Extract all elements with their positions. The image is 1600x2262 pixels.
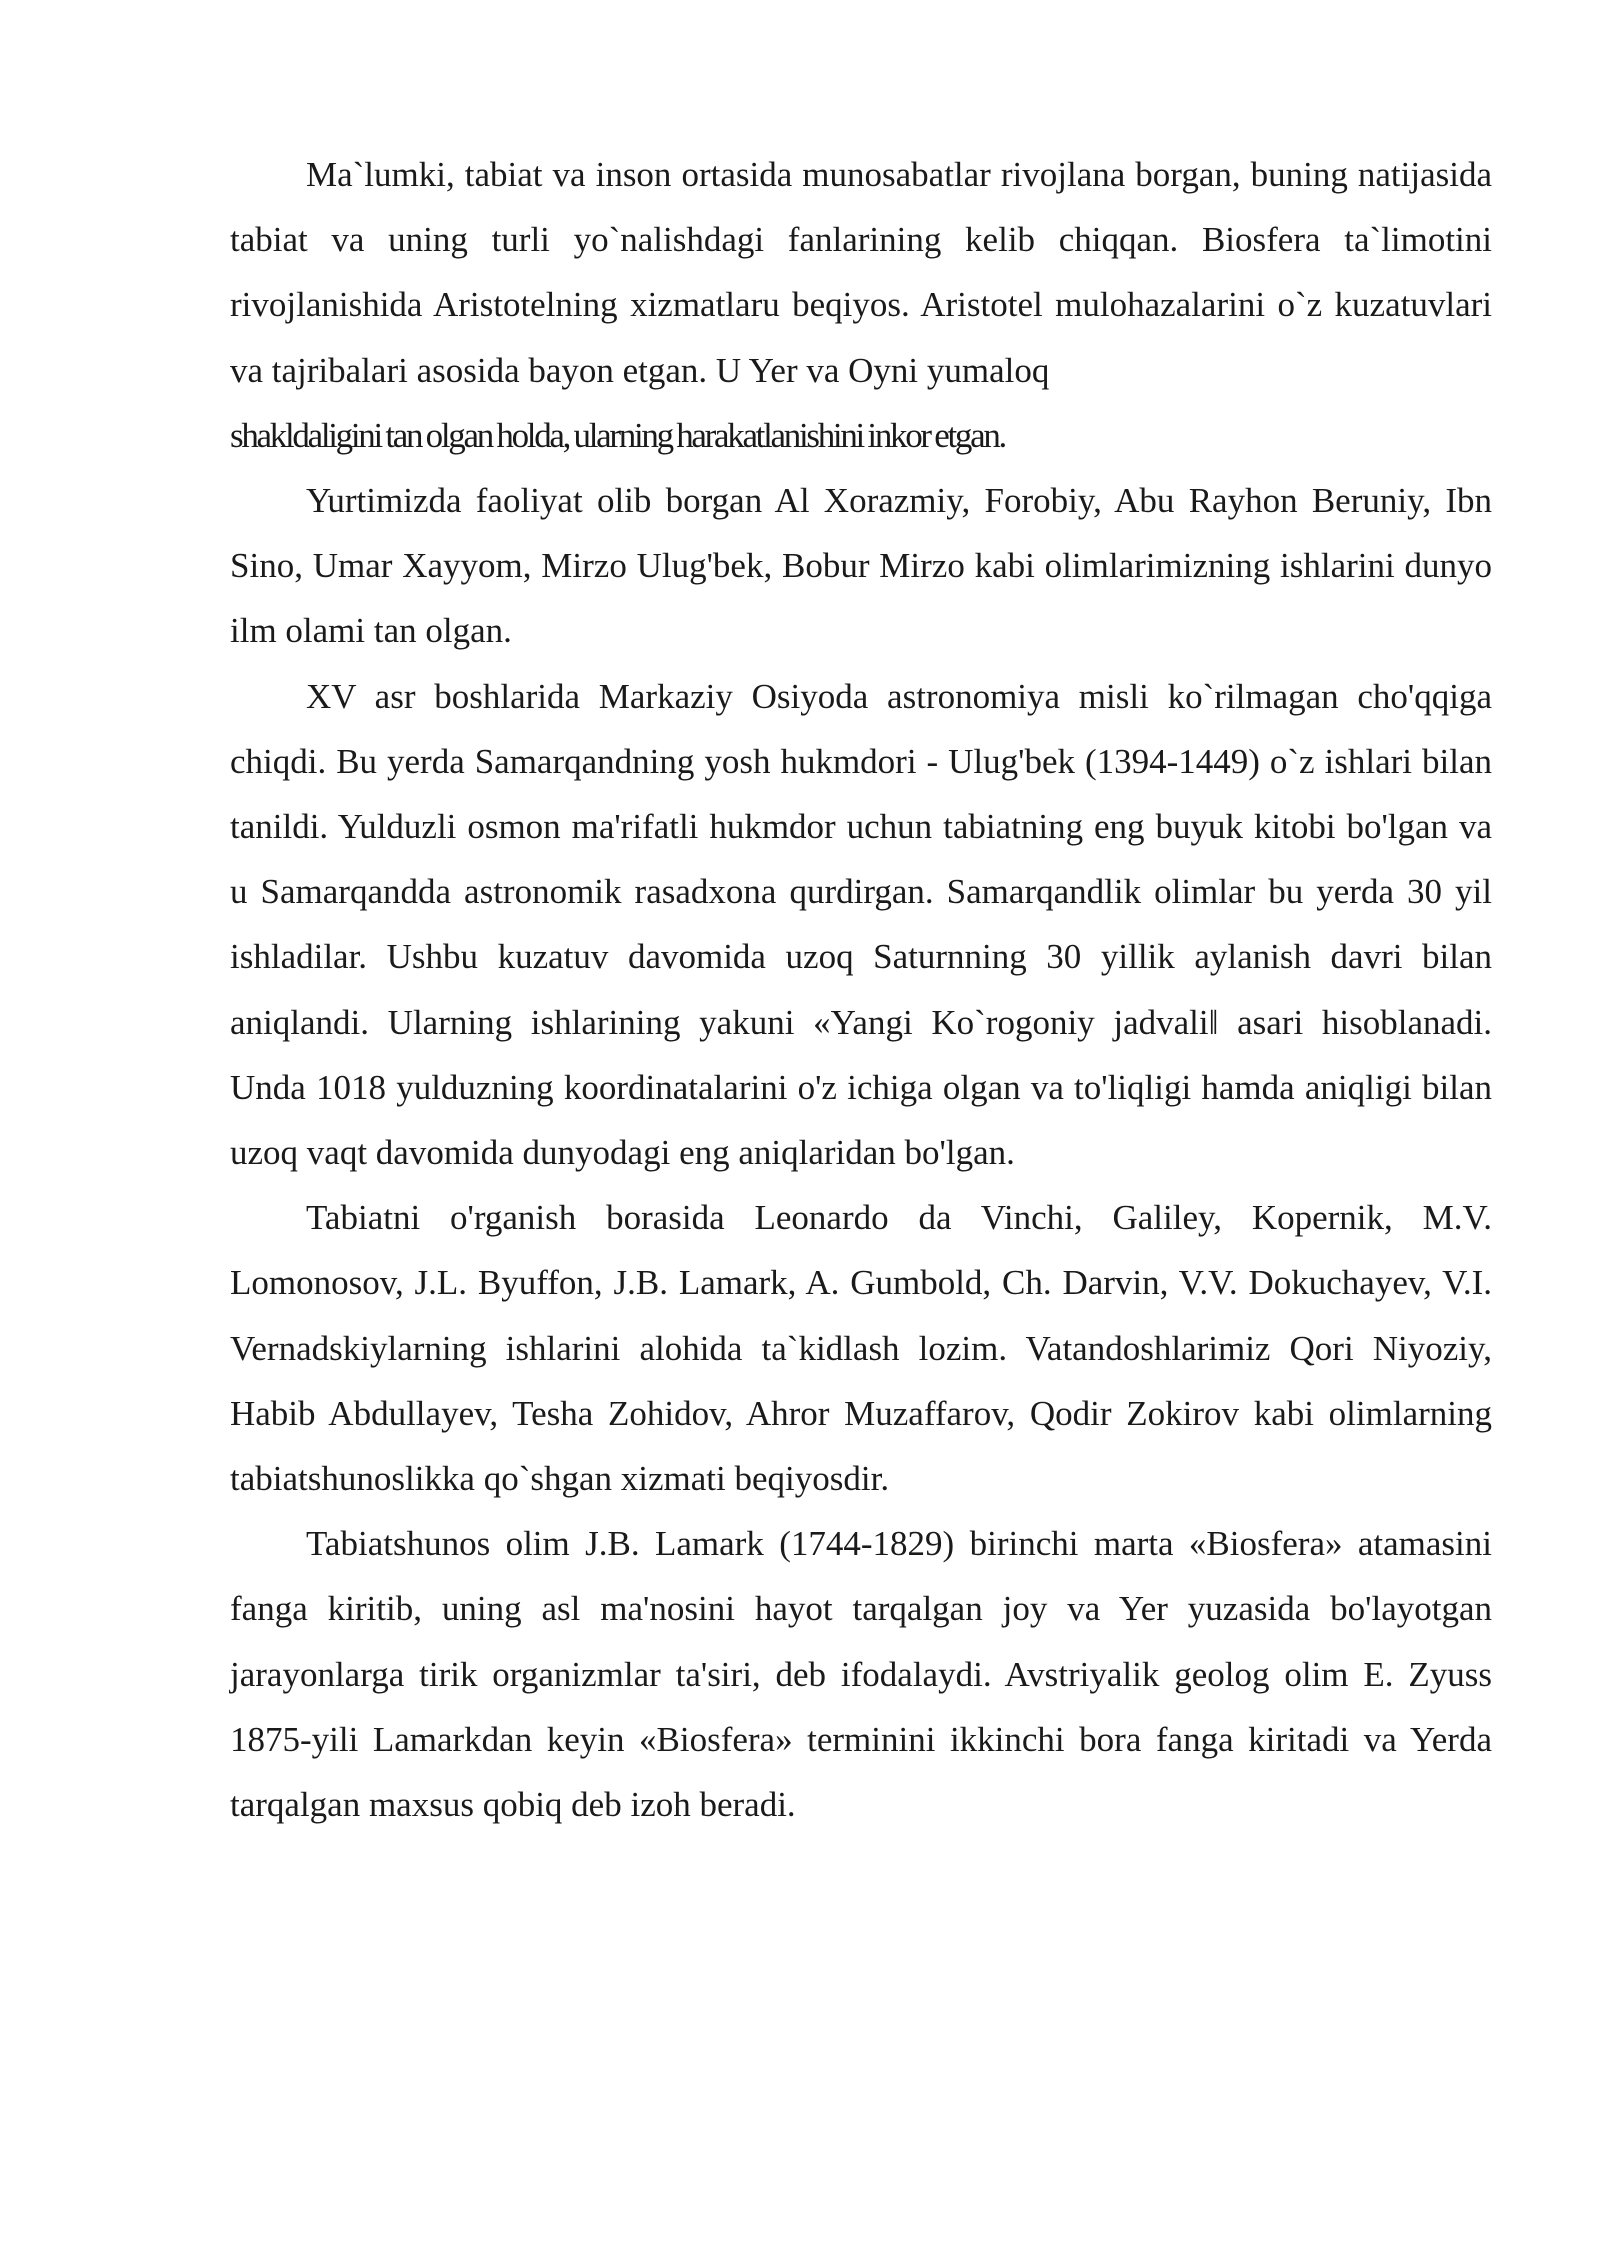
- paragraph-naturalists: Tabiatni o'rganish borasida Leonardo da Vinchi, Galiley, Kopernik, M.V. Lomonosov, J.L. Byuffon, J.B. Lamark, A. Gumbold, Ch. Darvin, V.V. Dokuchayev, V.I. Vernadskiylarning ishlarini alohida ta`kidlash lozim. Vatandoshlarimiz Qori Niyoziy, Habib Abdullayev, Tesha Zohidov, Ahror Muzaffarov, Qodir Zokirov kabi olimlarning tabiatshunoslikka qo`shgan xizmati beqiyosdir.: [230, 1198, 1492, 1499]
- paragraph-ulugbek: XV asr boshlarida Markaziy Osiyoda astronomiya misli ko`rilmagan cho'qqiga chiqdi. Bu yerda Samarqandning yosh hukmdori - Ulug'bek (1394-1449) o`z ishlari bilan tanildi. Yulduzli osmon ma'rifatli hukmdor uchun tabiatning eng buyuk kitobi bo'lgan va u Samarqandda astronomik rasadxona qurdirgan. Samarqandlik olimlar bu yerda 30 yil ishladilar. Ushbu kuzatuv davomida uzoq Saturnning 30 yillik aylanish davri bilan aniqlandi. Ularning ishlarining yakuni «Yangi Ko`rogoniy jadvali‖ asari hisoblanadi. Unda 1018 yulduzning koordinatalarini o'z ichiga olgan va to'liqligi hamda aniqligi bilan uzoq vaqt davomida dunyodagi eng aniqlaridan bo'lgan.: [230, 676, 1492, 1173]
- paragraph-aristotle: Ma`lumki, tabiat va inson ortasida munosabatlar rivojlana borgan, buning natijasida tabiat va uning turli yo`nalishdagi fanlarining kelib chiqqan. Biosfera ta`limotini rivojlanishida Aristotelning xizmatlaru beqiyos. Aristotel mulohazalarini o`z kuzatuvlari va tajribalari asosida bayon etgan. U Yer va Oyni yumaloq: [230, 155, 1492, 390]
- paragraph-aristotle-last-line: shakldaligini tan olgan holda, ularning harakatlanishini inkor etgan.: [230, 415, 1005, 455]
- document-body: [230, 142, 1492, 1837]
- paragraph-scholars: Yurtimizda faoliyat olib borgan Al Xorazmiy, Forobiy, Abu Rayhon Beruniy, Ibn Sino, Umar Xayyom, Mirzo Ulug'bek, Bobur Mirzo kabi olimlarimizning ishlarini dunyo ilm olami tan olgan.: [230, 481, 1492, 651]
- paragraph-biosphere-term: Tabiatshunos olim J.B. Lamark (1744-1829) birinchi marta «Biosfera» atamasini fanga kiritib, uning asl ma'nosini hayot tarqalgan joy va Yer yuzasida bo'layotgan jarayonlarga tirik organizmlar ta'siri, deb ifodalaydi. Avstriyalik geolog olim E. Zyuss 1875-yili Lamarkdan keyin «Biosfera» terminini ikkinchi bora fanga kiritadi va Yerda tarqalgan maxsus qobiq deb izoh beradi.: [230, 1524, 1492, 1825]
